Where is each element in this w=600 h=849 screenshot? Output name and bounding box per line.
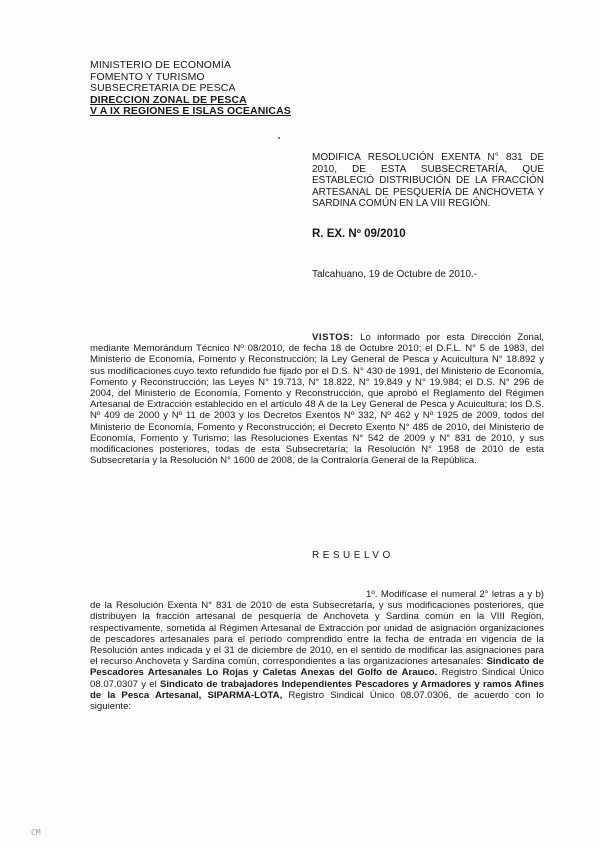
regions-line: V A IX REGIONES E ISLAS OCEANICAS [90, 105, 291, 117]
resolution-number: R. EX. Nº 09/2010 [312, 228, 406, 240]
stray-mark [278, 137, 280, 139]
subsecretariat-line: SUBSECRETARIA DE PESCA [90, 82, 236, 94]
ministry-line: MINISTERIO DE ECONOMÍA [90, 59, 232, 71]
resolution-point-1 [90, 589, 544, 712]
point-text-b: Registro Sindical Único 08.07.0307 y el [90, 667, 544, 690]
union-name-2: Sindicato de trabajadores Independientes Pescadores y Armadores y ramos Afines de la Pesca Artesanal, SIPARMA-LOTA, [90, 678, 544, 701]
vistos-label: VISTOS: [312, 332, 354, 343]
letterhead [90, 60, 291, 118]
union-name-1: Sindicato de Pescadores Artesanales Lo Rojas y Caletas Anexas del Golfo de Arauco. [90, 656, 544, 679]
point-number: 1º. [366, 589, 378, 600]
point-text-a: Modifícase el numeral 2° letras a y b) de la Resolución Exenta N° 831 de 2010 de esta Subsecretaría, y sus modificaciones posteriores, que distribuyen la fracción artesanal de pesquería de Anchoveta y Sardina común en la VIII Región, respectivamente, sometida al Régimen Artesanal de Extracción por unidad de asignación organizaciones de pescadores artesanales para el período comprendido entre la fecha de entrada en vigencia de la Resolución antes indicada y el 31 de diciembre de 2010, en el sentido de modificar las asignaciones para el recurso Anchoveta y Sardina común, correspondientes a las organizaciones artesanales: [90, 589, 544, 668]
place-and-date: Talcahuano, 19 de Octubre de 2010.- [312, 269, 478, 280]
corner-mark: CM [31, 828, 41, 837]
resolution-subject: MODIFICA RESOLUCIÓN EXENTA N° 831 DE 2010, DE ESTA SUBSECRETARÍA, QUE ESTABLECIÓ DISTRIBUCIÓN DE LA FRACCIÓN ARTESANAL DE PESQUERÍA DE ANCHOVETA Y SARDINA COMÚN EN LA VIII REGIÓN. [312, 152, 544, 209]
vistos-text: Lo informado por esta Dirección Zonal, mediante Memorándum Técnico Nº 08/2010, de fecha 18 de Octubre 2010; el D.F.L. N° 5 de 1983, del Ministerio de Economía, Fomento y Reconstrucción; la Ley General de Pesca y Acuicultura N° 18.892 y sus modificaciones cuyo texto refundido fue fijado por el D.S. N° 430 de 1991, del Ministerio de Economía, Fomento y Reconstrucción; las Leyes N° 19.713, N° 18.822, N° 19.849 y N° 19.984; el D.S. N° 296 de 2004, del Ministerio de Economía, Fomento y Reconstrucción, que aprobó el Reglamento del Régimen Artesanal de Extracción establecido en el artículo 48 A de la Ley General de Pesca y Acuicultura; los D.S. Nº 409 de 2000 y Nº 11 de 2003 y los Decretos Exentos Nº 332, Nº 462 y Nº 1925 de 2009, todos del Ministerio de Economía, Fomento y Reconstrucción; el Decreto Exento N° 485 de 2010, del Ministerio de Economía, Fomento y Turismo; las Resoluciones Exentas N° 542 de 2009 y N° 831 de 2010, y sus modificaciones posteriores, todas de esta Subsecretaría; la Resolución N° 1958 de 2010 de esta Subsecretaría y la Resolución N° 1600 de 2008, de la Contraloría General de la República. [90, 332, 544, 467]
resuelvo-heading: RESUELVO [312, 550, 394, 561]
zonal-direction-line: DIRECCION ZONAL DE PESCA [90, 93, 247, 106]
vistos-paragraph [90, 332, 544, 466]
point-text-c: Registro Sindical Único 08.07.0306, de acuerdo con lo siguiente: [90, 689, 544, 713]
ministry-line-2: FOMENTO Y TURISMO [90, 70, 205, 83]
